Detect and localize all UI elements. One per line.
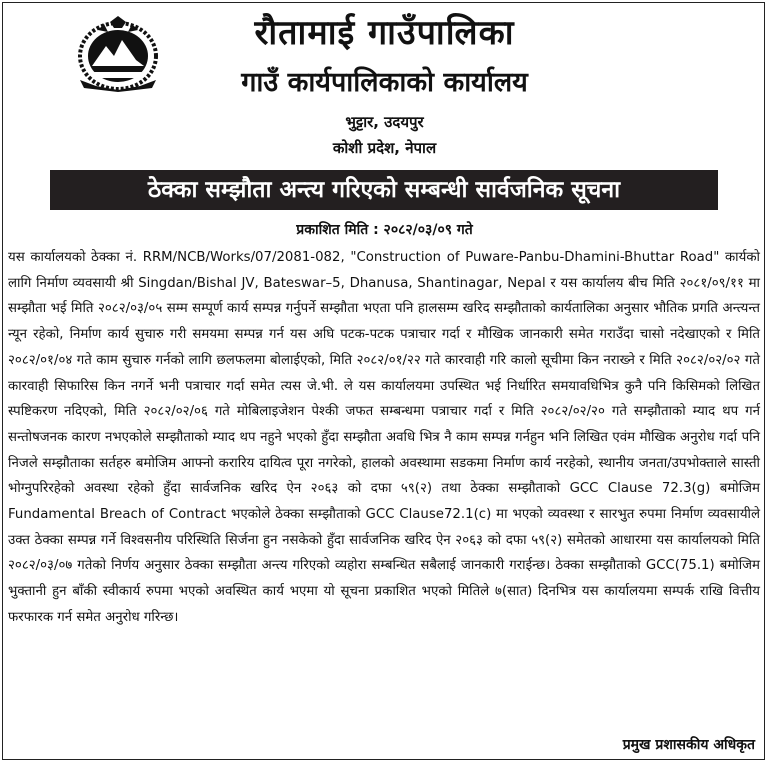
municipality-name: रौतामाई गाउँपालिका bbox=[254, 13, 515, 53]
address-line-1: भुट्टार, उदयपुर bbox=[345, 113, 424, 131]
signatory-title: प्रमुख प्रशासकीय अधिकृत bbox=[622, 737, 755, 753]
notice-body: यस कार्यालयको ठेक्का नं. RRM/NCB/Works/07/2081-082, "Construction of Puware-Panbu-Dhamini-Bhuttar Road" कार्यको लागि निर्माण व्यवसायी श्री Singdan/Bishal JV, Bateswar–5, Dhanusa, Shantinagar, Nepal र यस कार्यालय बीच मिति २०८१/०९/११ मा सम्झौता भई मिति २०८२/०३/०५ सम्म सम्पूर्ण कार्य सम्पन्न गर्नुपर्ने सम्झौता भएता पनि हालसम्म खरिद सम्झौताको कार्यतालिका अनुसार भौतिक प्रगति अन्त्यन्त न्यून रहेको, निर्माण कार्य सुचारु गरी समयमा सम्पन्न गर्न यस अघि पटक-पटक पत्राचार गर्दा र मौखिक जानकारी समेत गराउँदा चासो नदेखाएको र मिति २०८२/०१/०४ गते काम सुचारु गर्नको लागि छलफलमा बोलाईएको, मिति २०८२/०१/२२ गते कारवाही गरि कालो सूचीमा किन नराख्ने र मिति २०८२/०२/०२ गते कारवाही सिफारिस किन नगर्ने भनी पत्राचार गर्दा समेत त्यस जे.भी. ले यस कार्यालयमा उपस्थित भई निर्धारित समयावधिभित्र कुनै पनि किसिमको लिखित स्पष्टिकरण नदिएको, मिति २०८२/०२/०६ गते मोबिलाइजेशन पेश्की जफत सम्बन्धमा पत्राचार गर्दा र मिति २०८२/०२/२० गते सम्झौताको म्याद थप गर्न सन्तोषजनक कारण नभएकोले सम्झौताको म्याद थप नहुने भएको हुँदा सम्झौता अवधि भित्र नै काम सम्पन्न गर्नहुन भनि लिखित एवंम मौखिक अनुरोध गर्दा पनि निजले सम्झौताका सर्तहरु बमोजिम आफ्नो करारिय दायित्व पूरा नगरेको, हालको अवस्थामा सडकमा निर्माण कार्य नरहेको, स्थानीय जनता/उपभोक्ताले सास्ती भोग्नुपरिरहेको अवस्था रहेको हुँदा सार्वजनिक खरिद ऐन २०६३ को दफा ५९(२) तथा ठेक्का सम्झौताको GCC Clause 72.3(g) बमोजिम Fundamental Breach of Contract भएकोले ठेक्का सम्झौताको GCC Clause72.1(c) मा भएको व्यवस्था र सारभुत रुपमा निर्माण व्यवसायीले उक्त ठेक्का सम्पन्न गर्ने विश्वसनीय परिस्थिति सिर्जना हुन नसकेको हुँदा सार्वजनिक खरिद ऐन २०६३ को दफा ५९(२) समेतको आधारमा यस कार्यालयको मिति २०८२/०३/०७ गतेको निर्णय अनुसार ठेक्का सम्झौता अन्त्य गरिएको व्यहोरा सम्बन्धित सबैलाई जानकारी गराईन्छ। ठेक्का सम्झौताको GCC(75.1) बमोजिम भुक्तानी हुन बाँकी स्वीकार्य रुपमा भएको अवस्थित कार्य भएमा यो सूचना प्रकाशित भएको मितिले ७(सात) दिनभित्र यस कार्यालयमा सम्पर्क राखि वित्तीय फरफारक गर्न समेत अनुरोध गरिन्छ। bbox=[8, 250, 760, 625]
office-name: गाउँ कार्यपालिकाको कार्यालय bbox=[241, 67, 528, 98]
address-line-2: कोशी प्रदेश, नेपाल bbox=[332, 139, 437, 157]
published-date: प्रकाशित मिति : २०८२/०३/०९ गते bbox=[296, 222, 473, 238]
notice-title-banner: ठेक्का सम्झौता अन्त्य गरिएको सम्बन्धी सार्वजनिक सूचना bbox=[50, 170, 718, 210]
